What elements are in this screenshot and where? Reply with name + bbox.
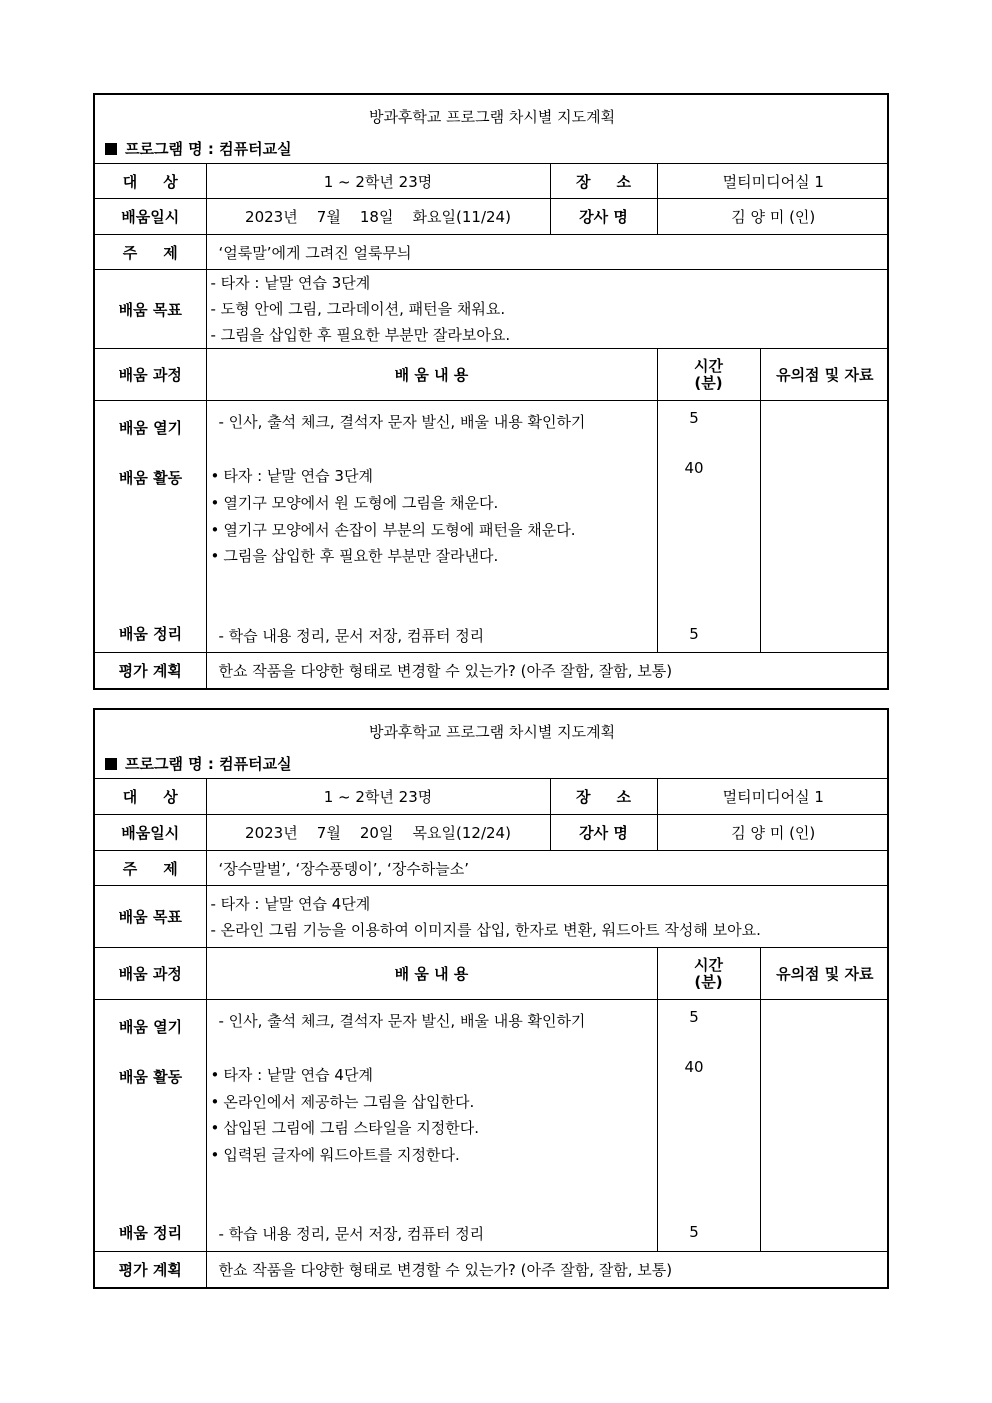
place-value: 멀티미디어실 1 <box>657 164 889 199</box>
target-label: 대 상 <box>95 779 206 815</box>
time-header: 시간 (분) <box>657 948 760 1000</box>
date-value: 2023년 7월 18일 화요일(11/24) <box>206 199 550 235</box>
teacher-value: 김 양 미 (인) <box>657 199 889 235</box>
stage-open: 배움 열기 <box>118 419 183 437</box>
time-activity: 40 <box>684 1058 704 1076</box>
lesson-plan-1 <box>93 93 889 690</box>
activity-item: • 삽입된 그림에 그림 스타일을 지정한다. <box>211 1117 480 1138</box>
activity-item: • 열기구 모양에서 손잡이 부분의 도형에 패턴을 채운다. <box>211 519 576 540</box>
goal-item: - 타자 : 낱말 연습 4단계 <box>210 894 371 913</box>
stage-activity: 배움 활동 <box>118 1068 183 1086</box>
stage-wrap: 배움 정리 <box>118 1224 183 1242</box>
teacher-label: 강사 명 <box>550 199 657 235</box>
target-value: 1 ~ 2학년 23명 <box>206 164 550 199</box>
goal-label: 배움 목표 <box>95 270 206 349</box>
date-value: 2023년 7월 20일 목요일(12/24) <box>206 815 550 851</box>
stage-column <box>95 1000 206 1252</box>
notes-column <box>760 1000 889 1252</box>
time-column <box>657 401 760 653</box>
goal-label: 배움 목표 <box>95 886 206 948</box>
notes-header: 유의점 및 자료 <box>760 948 889 1000</box>
place-label: 장 소 <box>550 779 657 815</box>
plan-title: 방과후학교 프로그램 차시별 지도계획 <box>368 722 616 741</box>
goal-item: - 그림을 삽입한 후 필요한 부분만 잘라보아요. <box>210 326 511 344</box>
plan-table <box>95 95 889 688</box>
date-label: 배움일시 <box>95 199 206 235</box>
time-activity: 40 <box>684 459 704 477</box>
eval-label: 평가 계획 <box>95 1252 206 1287</box>
content-column <box>206 1000 657 1252</box>
activity-item: • 입력된 글자에 워드아트를 지정한다. <box>211 1144 460 1165</box>
time-wrap: 5 <box>689 1223 699 1241</box>
process-header: 배움 과정 <box>95 349 206 401</box>
time-column <box>657 1000 760 1252</box>
teacher-label: 강사 명 <box>550 815 657 851</box>
content-column <box>206 401 657 653</box>
goal-list <box>206 886 889 948</box>
time-header: 시간 (분) <box>657 349 760 401</box>
wrap-text: - 학습 내용 정리, 문서 저장, 컴퓨터 정리 <box>218 627 485 645</box>
wrap-text: - 학습 내용 정리, 문서 저장, 컴퓨터 정리 <box>218 1225 485 1243</box>
time-wrap: 5 <box>689 625 699 643</box>
target-label: 대 상 <box>95 164 206 199</box>
stage-open: 배움 열기 <box>118 1018 183 1036</box>
plan-title: 방과후학교 프로그램 차시별 지도계획 <box>368 107 616 126</box>
activity-item: • 온라인에서 제공하는 그림을 삽입한다. <box>211 1091 475 1112</box>
place-value: 멀티미디어실 1 <box>657 779 889 815</box>
program-name-text: 프로그램 명 : 컴퓨터교실 <box>125 139 292 158</box>
notes-column <box>760 401 889 653</box>
subject-value: ‘장수말벌’, ‘장수풍뎅이’, ‘장수하늘소’ <box>206 851 889 886</box>
program-name-text: 프로그램 명 : 컴퓨터교실 <box>125 754 292 773</box>
date-label: 배움일시 <box>95 815 206 851</box>
open-text: - 인사, 출석 체크, 결석자 문자 발신, 배울 내용 확인하기 <box>218 1012 586 1030</box>
plan-table <box>95 710 889 1287</box>
eval-value: 한쇼 작품을 다양한 형태로 변경할 수 있는가? (아주 잘함, 잘함, 보통) <box>206 653 889 688</box>
square-bullet-icon <box>105 758 117 770</box>
goal-item: - 온라인 그림 기능을 이용하여 이미지를 삽입, 한자로 변환, 워드아트 작성해 보아요. <box>210 920 761 939</box>
activity-item: • 타자 : 낱말 연습 4단계 <box>211 1064 373 1085</box>
notes-header: 유의점 및 자료 <box>760 349 889 401</box>
stage-activity: 배움 활동 <box>118 469 183 487</box>
time-open: 5 <box>689 409 699 427</box>
place-label: 장 소 <box>550 164 657 199</box>
subject-label: 주 제 <box>95 851 206 886</box>
activity-item: • 열기구 모양에서 원 도형에 그림을 채운다. <box>211 492 499 513</box>
target-value: 1 ~ 2학년 23명 <box>206 779 550 815</box>
program-name <box>95 748 889 779</box>
goal-item: - 도형 안에 그림, 그라데이션, 패턴을 채워요. <box>210 300 506 318</box>
content-header: 배 움 내 용 <box>206 948 657 1000</box>
process-header: 배움 과정 <box>95 948 206 1000</box>
teacher-value: 김 양 미 (인) <box>657 815 889 851</box>
activity-item: • 그림을 삽입한 후 필요한 부분만 잘라낸다. <box>211 545 499 566</box>
time-open: 5 <box>689 1008 699 1026</box>
stage-wrap: 배움 정리 <box>118 625 183 643</box>
program-name <box>95 133 889 164</box>
lesson-plan-2 <box>93 708 889 1289</box>
goal-item: - 타자 : 낱말 연습 3단계 <box>210 274 371 292</box>
open-text: - 인사, 출석 체크, 결석자 문자 발신, 배울 내용 확인하기 <box>218 413 586 431</box>
square-bullet-icon <box>105 143 117 155</box>
activity-item: • 타자 : 낱말 연습 3단계 <box>211 465 373 486</box>
eval-value: 한쇼 작품을 다양한 형태로 변경할 수 있는가? (아주 잘함, 잘함, 보통) <box>206 1252 889 1287</box>
stage-column <box>95 401 206 653</box>
subject-label: 주 제 <box>95 235 206 270</box>
content-header: 배 움 내 용 <box>206 349 657 401</box>
goal-list <box>206 270 889 349</box>
subject-value: ‘얼룩말’에게 그려진 얼룩무늬 <box>206 235 889 270</box>
eval-label: 평가 계획 <box>95 653 206 688</box>
